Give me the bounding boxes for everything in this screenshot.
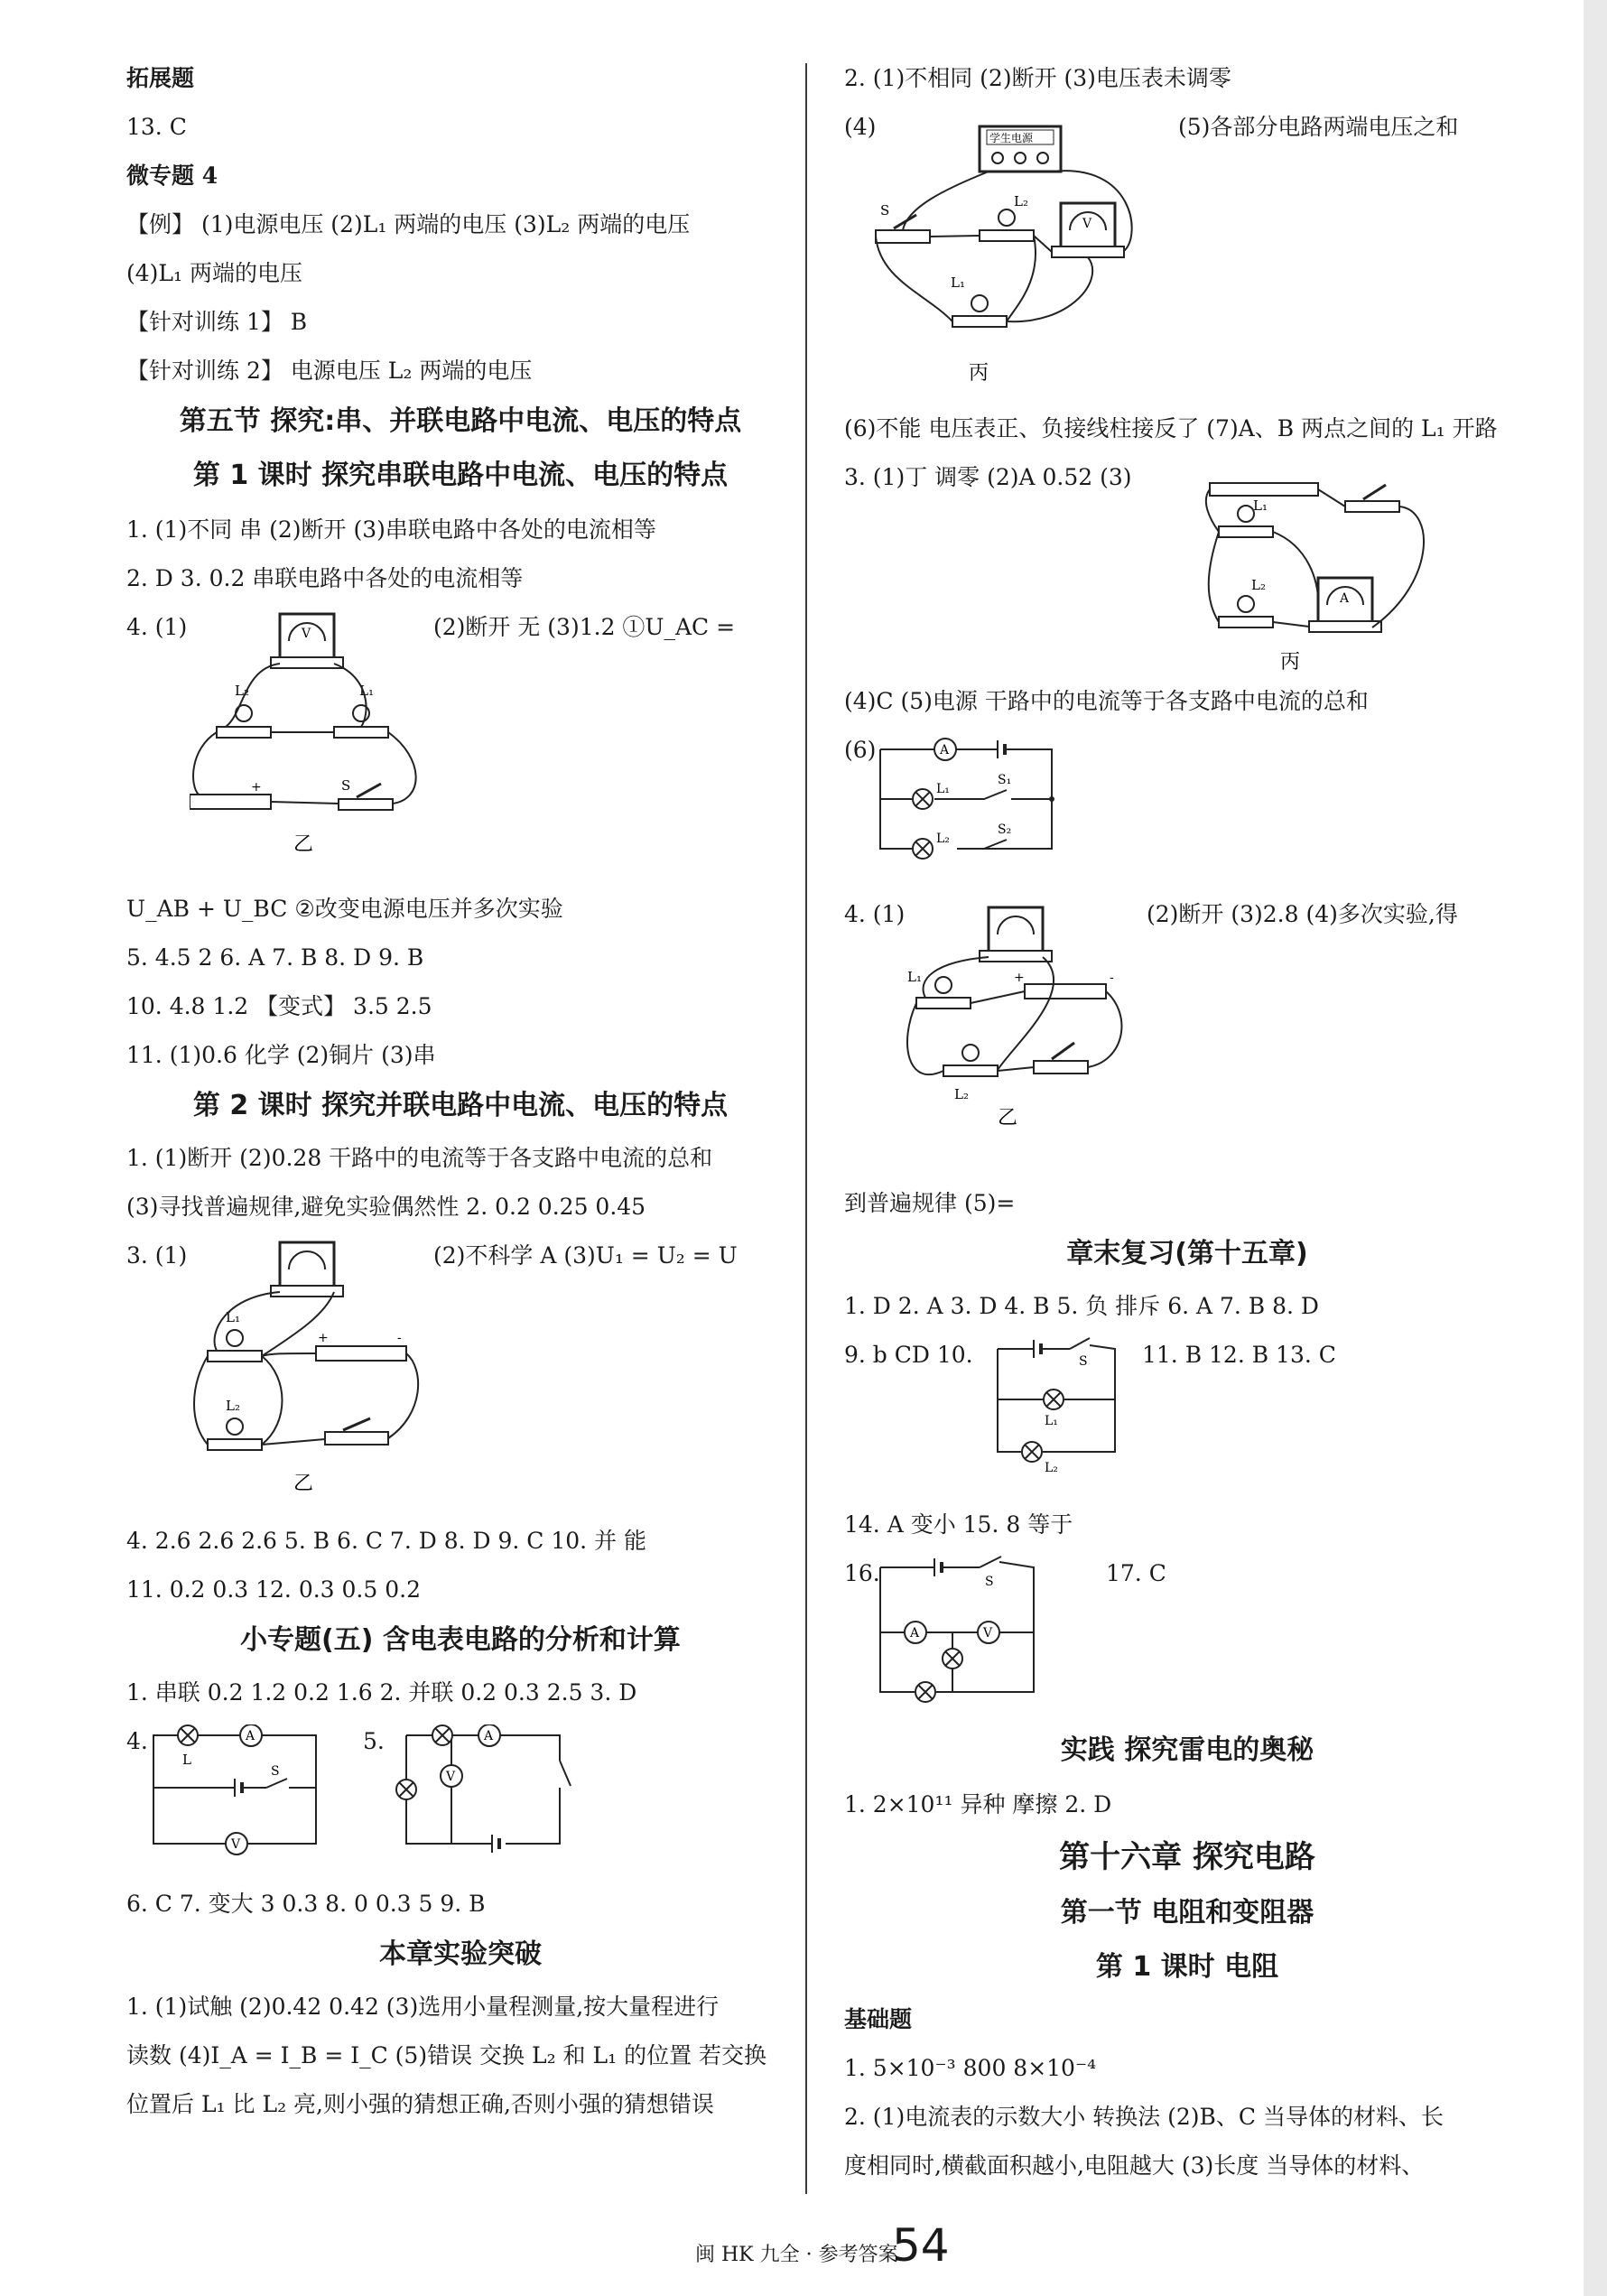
answer-line: 17. C [1106,1560,1166,1586]
terminal-sign: + [1014,971,1025,985]
answer-line: 2. D 3. 0.2 串联电路中各处的电流相等 [126,565,524,591]
switch-label: S [985,1575,994,1589]
answer-line: 6. C 7. 变大 3 0.3 8. 0 0.3 5 9. B [126,1891,486,1917]
meter-letter: V [231,1837,241,1852]
section-label: 微专题 4 [126,163,218,189]
answer-line: 3. (1) [126,1242,188,1269]
circuit-diagram-r16 [871,1555,1052,1708]
lesson-heading: 第 2 课时 探究并联电路中电流、电压的特点 [192,1090,729,1121]
answer-line: 4. (1) [126,614,188,640]
section-heading: 实践 探究雷电的奥秘 [1060,1734,1314,1766]
meter-letter: V [983,1626,993,1641]
answer-line: 1. 串联 0.2 1.2 0.2 1.6 2. 并联 0.2 0.3 2.5 3. D [126,1679,637,1706]
terminal-sign: + [251,780,262,795]
figure-caption: 丙 [1280,651,1301,673]
answer-line: 1. (1)不同 串 (2)断开 (3)串联电路中各处的电流相等 [126,516,656,543]
lesson-heading: 第 1 课时 电阻 [1095,1951,1279,1983]
answer-line: U_AB + U_BC ②改变电源电压并多次实验 [126,896,563,922]
lamp-label: L₂ [936,832,950,846]
answer-line: (5)各部分电路两端电压之和 [1178,114,1459,140]
answer-line: 11. 0.2 0.3 12. 0.3 0.5 0.2 [126,1576,421,1603]
switch-label: S₁ [998,773,1012,787]
circuit-diagram-r6 [871,731,1070,867]
answer-line: 14. A 变小 15. 8 等于 [844,1511,1073,1538]
switch-label: S [271,1764,280,1779]
answer-line: 度相同时,横截面积越小,电阻越大 (3)长度 当导体的材料、 [844,2152,1425,2179]
terminal-sign: - [397,1331,402,1345]
answer-line: 3. (1)丁 调零 (2)A 0.52 (3) [844,464,1132,490]
lamp-label: L₂ [954,1086,969,1102]
section-heading: 第五节 探究:串、并联电路中电流、电压的特点 [179,405,742,437]
lesson-heading: 第 1 课时 探究串联电路中电流、电压的特点 [192,460,729,491]
power-supply-label: 学生电源 [989,132,1034,144]
answer-line: (3)寻找普遍规律,避免实验偶然性 2. 0.2 0.25 0.45 [126,1194,646,1220]
answer-line: 10. 4.8 1.2 【变式】 3.5 2.5 [126,993,432,1019]
terminal-sign: + [318,1331,329,1345]
switch-label: S₂ [998,823,1012,837]
circuit-diagram-r10 [989,1336,1133,1472]
lamp-label: L₂ [1045,1461,1058,1472]
figure-caption: 乙 [293,1473,314,1495]
answer-line: 9. b CD 10. [844,1342,973,1368]
section-heading: 第一节 电阻和变阻器 [1060,1897,1314,1929]
answer-line: 1. D 2. A 3. D 4. B 5. 负 排斥 6. A 7. B 8. D [844,1293,1319,1319]
lamp-label: L₁ [936,782,950,796]
answer-line: 4. 2.6 2.6 2.6 5. B 6. C 7. D 8. D 9. C 10. 并 能 [126,1528,647,1554]
lamp-label: L₁ [907,969,922,985]
voltmeter-circuit-figure [898,898,1142,1133]
answer-line: 11. (1)0.6 化学 (2)铜片 (3)串 [126,1042,436,1068]
answer-line: 4. [126,1728,148,1754]
section-label: 拓展题 [126,65,195,91]
answer-line: 【针对训练 2】 电源电压 L₂ 两端的电压 [126,358,533,384]
page-number: 54 [892,2219,950,2272]
meter-letter: V [1082,217,1092,231]
answer-line: 位置后 L₁ 比 L₂ 亮,则小强的猜想正确,否则小强的猜想错误 [126,2091,714,2117]
section-heading: 章末复习(第十五章) [1066,1238,1308,1269]
answer-line: 1. 5×10⁻³ 800 8×10⁻⁴ [844,2055,1097,2081]
page-footer: 闽 HK 九全 · 参考答案 [695,2244,898,2266]
answer-line: 【例】 (1)电源电压 (2)L₁ 两端的电压 (3)L₂ 两端的电压 [126,211,691,237]
series-circuit-figure [190,605,424,858]
lamp-label: L₂ [235,683,249,699]
lamp-label: L₂ [1014,193,1028,209]
ammeter-parallel-circuit-figure [1201,474,1490,673]
answer-line: 4. (1) [844,901,906,927]
circuit-diagram-4 [144,1724,352,1860]
lamp-label: L₁ [226,1309,240,1325]
meter-letter: V [302,627,311,641]
answer-line: 5. [363,1728,385,1754]
figure-caption: 乙 [998,1107,1018,1129]
meter-letter: A [484,1729,494,1743]
answer-line: 【针对训练 1】 B [126,309,308,335]
answer-line: 到普遍规律 (5)= [844,1190,1016,1216]
lamp-label: L [182,1752,191,1768]
answer-line: 读数 (4)I_A = I_B = I_C (5)错误 交换 L₂ 和 L₁ 的位置 若交换 [126,2042,767,2068]
terminal-sign: - [1110,971,1114,985]
meter-letter: A [1340,591,1350,606]
column-divider [805,63,807,2194]
section-heading: 小专题(五) 含电表电路的分析和计算 [240,1624,681,1656]
section-heading: 本章实验突破 [379,1938,542,1970]
answer-line: 1. 2×10¹¹ 异种 摩擦 2. D [844,1791,1112,1817]
section-label: 基础题 [844,2006,913,2032]
page-edge-shade [1584,0,1607,2296]
answer-line: 11. B 12. B 13. C [1142,1342,1336,1368]
answer-line: 1. (1)试触 (2)0.42 0.42 (3)选用小量程测量,按大量程进行 [126,1994,720,2020]
answer-line: (2)断开 无 (3)1.2 ①U_AC = [433,614,736,640]
meter-letter: V [446,1770,456,1784]
answer-line: (2)断开 (3)2.8 (4)多次实验,得 [1147,901,1458,927]
answer-line: 5. 4.5 2 6. A 7. B 8. D 9. B [126,944,424,971]
answer-line: 2. (1)电流表的示数大小 转换法 (2)B、C 当导体的材料、长 [844,2104,1444,2130]
switch-label: S [341,777,351,794]
figure-caption: 丙 [969,362,989,385]
parallel-circuit-figure [190,1233,424,1495]
power-supply-circuit-figure [871,117,1160,388]
lamp-label: L₂ [226,1398,240,1414]
switch-label: S [880,202,890,218]
answer-line: 1. (1)断开 (2)0.28 干路中的电流等于各支路中电流的总和 [126,1145,713,1171]
answer-line: 2. (1)不相同 (2)断开 (3)电压表未调零 [844,65,1231,91]
circuit-diagram-5 [388,1724,596,1860]
lamp-label: L₁ [1045,1414,1058,1428]
lamp-label: L₂ [1251,577,1266,593]
answer-line: 13. C [126,114,187,140]
answer-line: 16. [844,1560,880,1586]
figure-caption: 乙 [293,833,314,856]
chapter-heading: 第十六章 探究电路 [1059,1839,1315,1875]
meter-letter: A [910,1626,920,1641]
meter-letter: A [940,743,950,758]
answer-line: (4) [844,114,877,140]
answer-line: (6)不能 电压表正、负接线柱接反了 (7)A、B 两点之间的 L₁ 开路 [844,415,1498,442]
answer-line: (2)不科学 A (3)U₁ = U₂ = U [433,1242,738,1269]
meter-letter: A [246,1729,255,1743]
switch-label: S [1079,1354,1088,1369]
lamp-label: L₁ [359,683,374,699]
lamp-label: L₁ [951,274,965,291]
answer-line: (6) [844,737,877,763]
lamp-label: L₁ [1253,497,1268,514]
answer-line: (4)L₁ 两端的电压 [126,260,302,286]
answer-line: (4)C (5)电源 干路中的电流等于各支路中电流的总和 [844,688,1369,714]
